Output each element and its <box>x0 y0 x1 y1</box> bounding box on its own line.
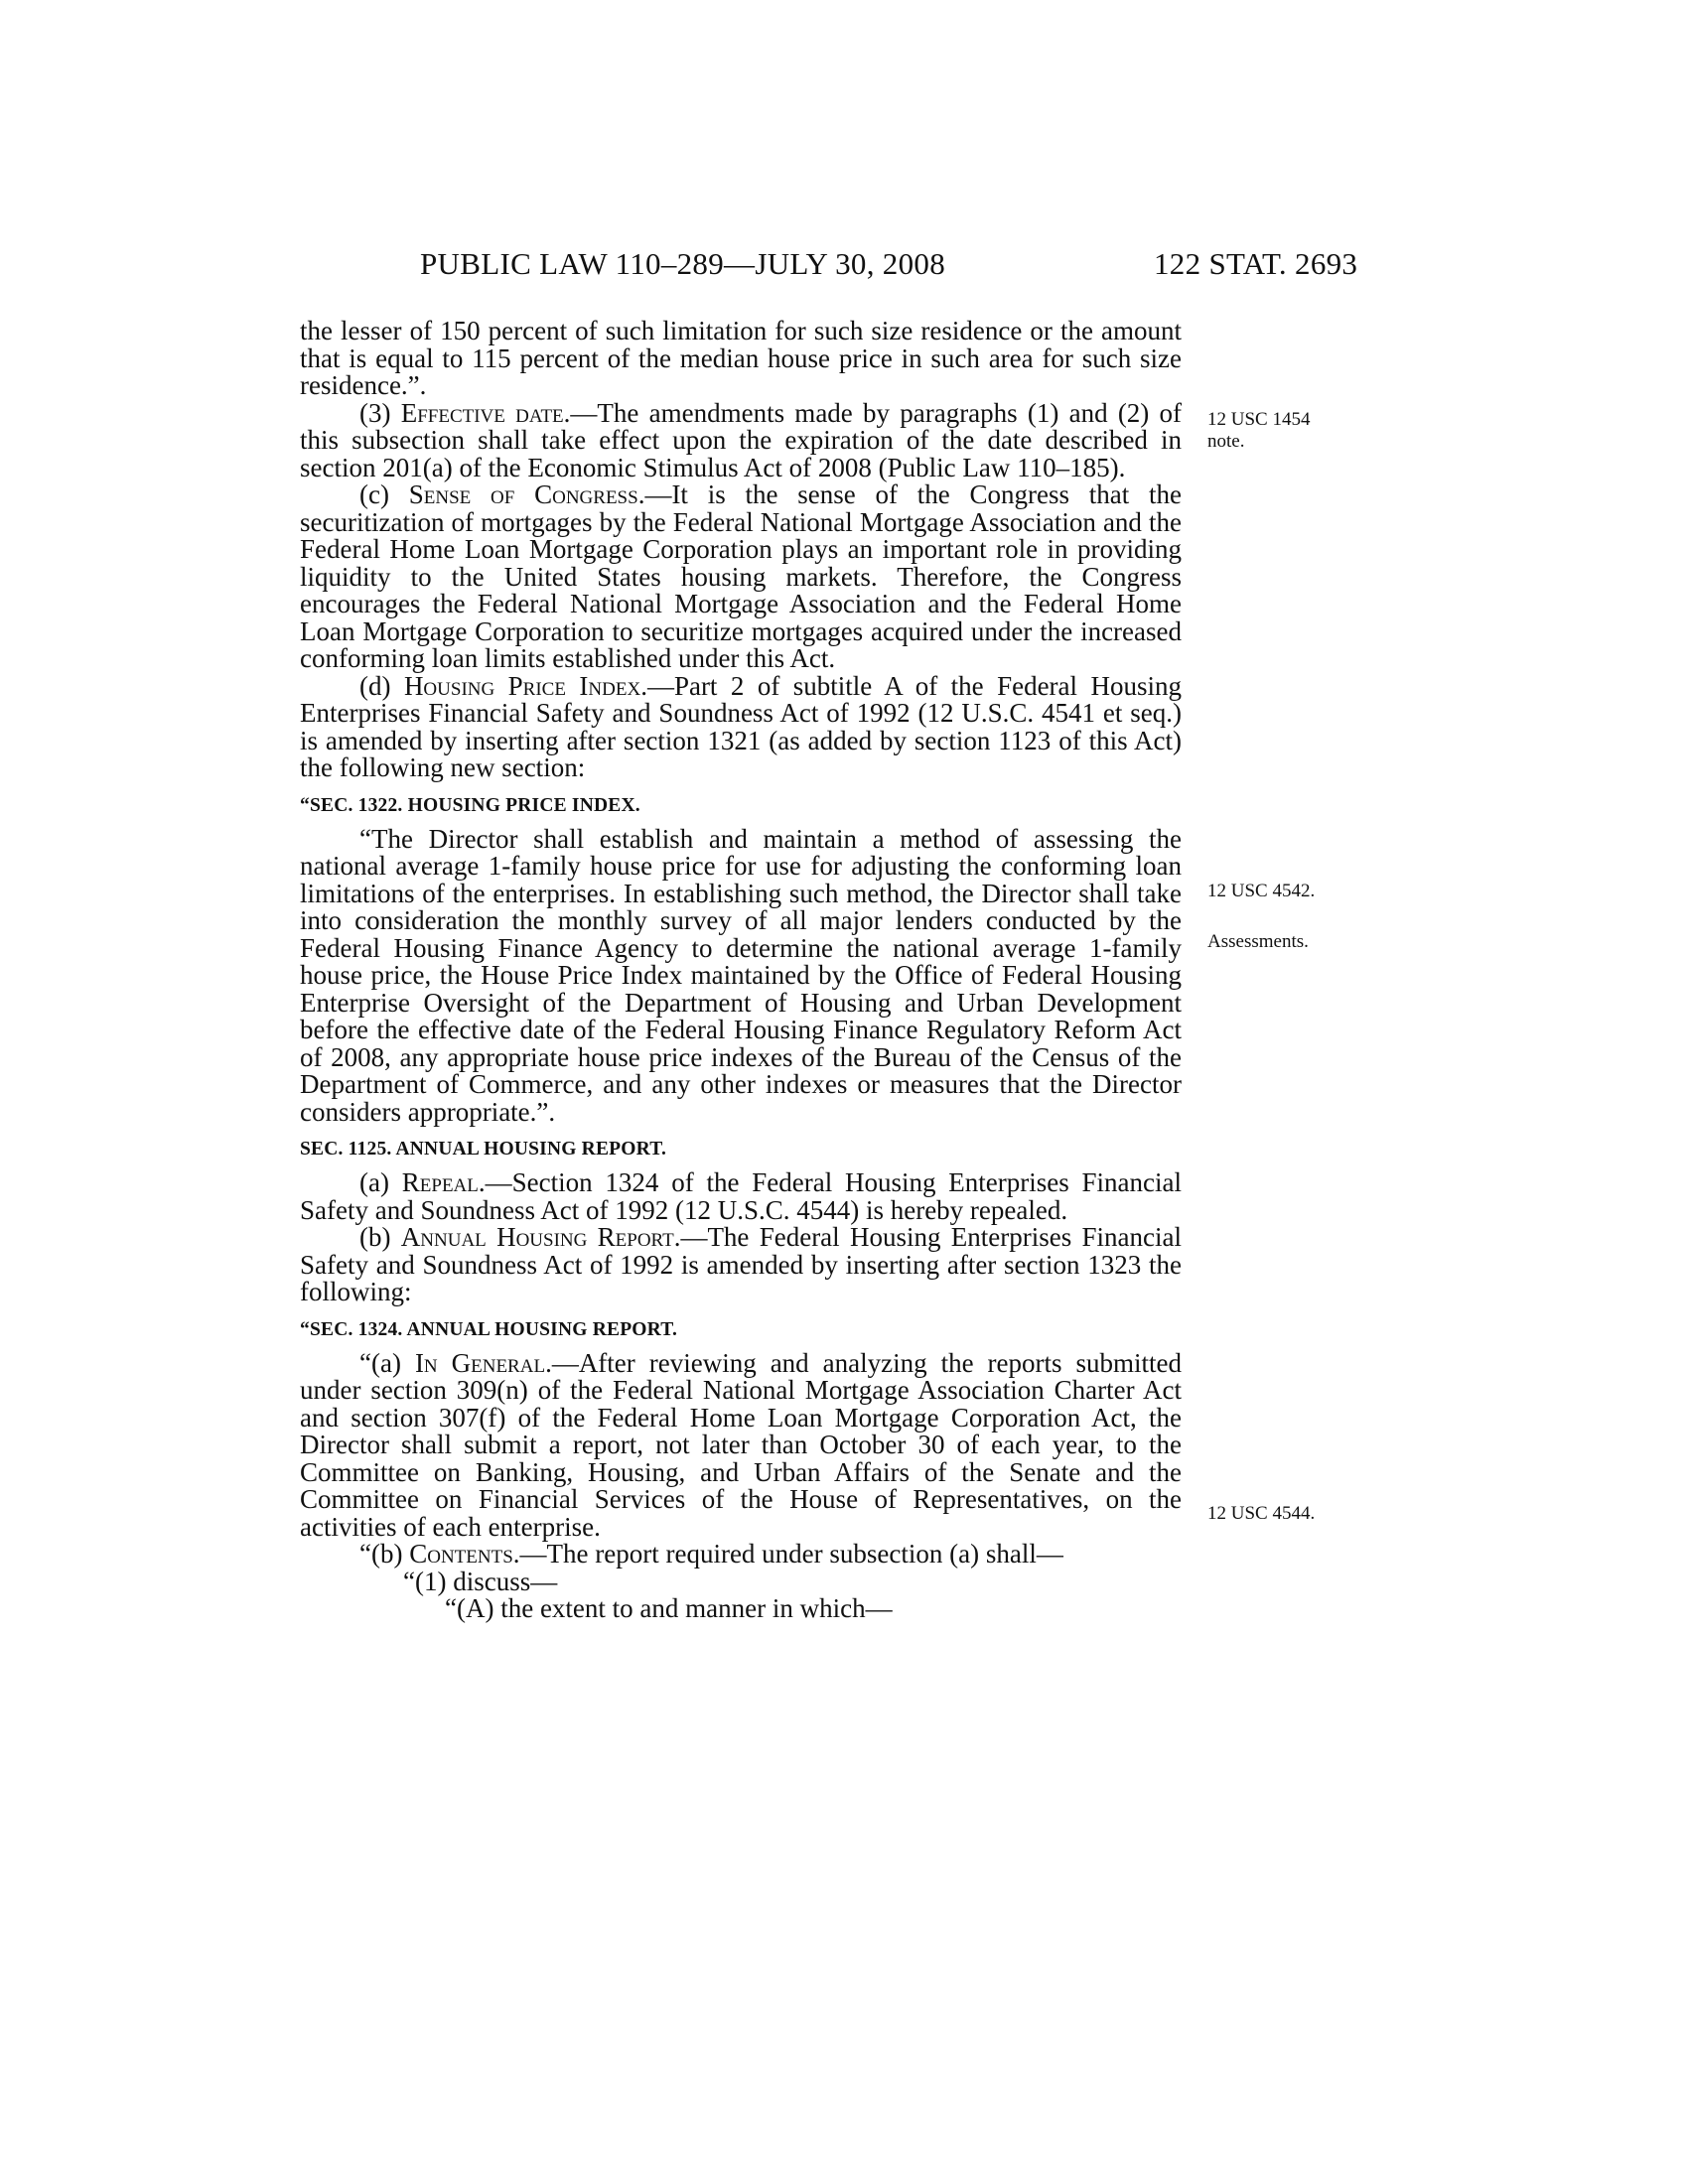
margin-note-usc4544: 12 USC 4544. <box>1207 1503 1316 1524</box>
section-heading-1322: “SEC. 1322. HOUSING PRICE INDEX. <box>300 794 640 816</box>
stat-page-number: 122 STAT. 2693 <box>1154 246 1358 281</box>
document-body <box>300 318 1182 1623</box>
running-title: PUBLIC LAW 110–289—JULY 30, 2008 <box>420 246 946 281</box>
paragraph-housing-price-index: (d) Housing Price Index.—Part 2 of subtitle A of the Federal Housing Enterprises Financial Safety and Soundness Act of 1992 (12 U.S.C. 4541 et seq.) is amended by inserting after section 1321 (as added by section 1123 of this Act) the following new section: <box>300 670 1182 782</box>
paragraph-sense-of-congress: (c) Sense of Congress.—It is the sense of the Congress that the securitization of mortgages by the Federal National Mortgage Association and the Federal Home Loan Mortgage Corporation plays an important role in providing liquidity to the United States housing markets. Therefore, the Congress encourages the Federal National Mortgage Association and the Federal Home Loan Mortgage Corporation to securitize mortgages acquired under the increased conforming loan limits established under this Act. <box>300 479 1183 673</box>
paragraph-repeal: (a) Repeal.—Section 1324 of the Federal Housing Enterprises Financial Safety and Soundness Act of 1992 (12 U.S.C. 4544) is hereby repealed. <box>300 1167 1183 1225</box>
margin-note-usc4542: 12 USC 4542. <box>1207 881 1316 901</box>
paragraph-heading: Annual Housing Report <box>400 1222 674 1252</box>
paragraph-heading: Contents <box>409 1539 513 1569</box>
section-heading-1324: “SEC. 1324. ANNUAL HOUSING REPORT. <box>300 1318 678 1340</box>
margin-note-assessments: Assessments. <box>1207 931 1309 952</box>
paragraph-heading: Repeal <box>401 1167 479 1197</box>
paragraph-heading: In General <box>414 1347 546 1378</box>
paragraph-continuation: the lesser of 150 percent of such limitation for such size residence or the amount that is equal to 115 percent of the median house price in such area for such size residence.”. <box>300 316 1182 400</box>
paragraph-in-general: “(a) In General.—After reviewing and analyzing the reports submitted under section 309(n) of the Federal National Mortgage Association Charter Act and section 307(f) of the Federal Home Loan Mortgage Corporation Act, the Director shall submit a report, not later than October 30 of each year, to the Committee on Banking, Housing, and Urban Affairs of the Senate and the Committee on Financial Services of the House of Representatives, on the activities of each enterprise. <box>300 1347 1182 1542</box>
margin-note-usc1454: 12 USC 1454 note. <box>1207 409 1311 452</box>
paragraph-contents: “(b) Contents.—The report required under subsection (a) shall— <box>359 1539 1063 1569</box>
paragraph-effective-date: (3) Effective date.—The amendments made by paragraphs (1) and (2) of this subsection shall take effect upon the expiration of the date described in section 201(a) of the Economic Stimulus Act of 2008 (Public Law 110–185). <box>300 397 1183 482</box>
page-header <box>0 246 1688 286</box>
paragraph-heading: Housing Price Index <box>403 670 641 701</box>
paragraph-heading: Sense of Congress <box>408 479 638 509</box>
paragraph-annual-housing-report: (b) Annual Housing Report.—The Federal Housing Enterprises Financial Safety and Soundness Act of 1992 is amended by inserting after section 1323 the following: <box>300 1222 1182 1306</box>
section-heading-1125: SEC. 1125. ANNUAL HOUSING REPORT. <box>300 1139 667 1160</box>
paragraph-heading: Effective date <box>400 397 564 428</box>
paragraph-extent: “(A) the extent to and manner in which— <box>445 1593 893 1623</box>
paragraph-director-method: “The Director shall establish and maintain a method of assessing the national average 1-family house price for use for adjusting the conforming loan limitations of the enterprises. In establishing such method, the Director shall take into consideration the monthly survey of all major lenders conducted by the Federal Housing Finance Agency to determine the national average 1-family house price, the House Price Index maintained by the Office of Federal Housing Enterprise Oversight of the Department of Housing and Urban Development before the effective date of the Federal Housing Finance Regulatory Reform Act of 2008, any appropriate house price indexes of the Bureau of the Census of the Department of Commerce, and any other indexes or measures that the Director considers appropriate.”. <box>300 823 1182 1127</box>
paragraph-discuss: “(1) discuss— <box>403 1566 558 1596</box>
